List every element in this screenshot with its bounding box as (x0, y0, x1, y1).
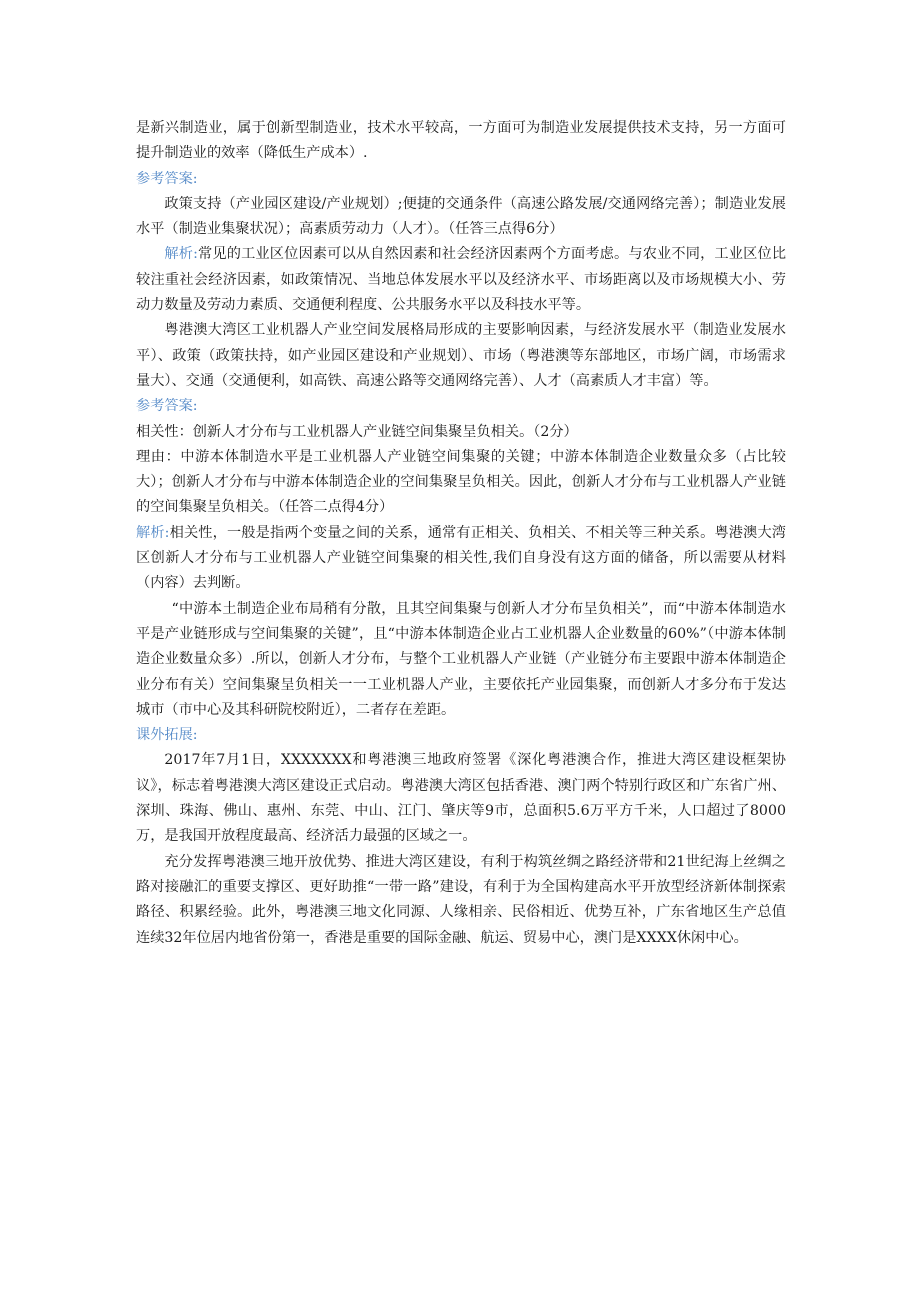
document-page (136, 116, 786, 951)
q2-analysis-text-2: “中游本土制造企业布局稍有分散，且其空间集聚与创新人才分布呈负相关”，而“中游本体制造水平是产业链形成与空间集聚的关键”，且“中游本体制造企业占工业机器人企业数量的60%”（中游本体制造企业数量众多）.所以，创新人才分布，与整个工业机器人产业链（产业链分布主要跟中游本体制造企业分布有关）空间集聚呈负相关一一工业机器人产业，主要依托产业园集聚，而创新人才多分布于发达城市（市中心及其科研院校附近），二者存在差距。 (136, 600, 786, 718)
q2-reason: 理由：中游本体制造水平是工业机器人产业链空间集聚的关键；中游本体制造企业数量众多（占比较大）；创新人才分布与中游本体制造企业的空间集聚呈负相关。因此，创新人才分布与工业机器人产业链的空间集聚呈负相关。（任答二点得4分） (136, 448, 786, 516)
q2-analysis-paragraph (136, 521, 786, 597)
extension-label: 课外拓展: (136, 727, 198, 744)
q2-analysis-text: 相关性，一般是指两个变量之间的关系，通常有正相关、负相关、不相关等三种关系。粤港澳大湾区创新人才分布与工业机器人产业链空间集聚的相关性,我们自身没有这方面的储备，所以需要从材料（内容）去判断。 (136, 524, 786, 592)
q1-answer-text: 政策支持（产业园区建设/产业规划）;便捷的交通条件（高速公路发展/交通网络完善）；制造业发展水平（制造业集聚状况）；高素质劳动力（人才）。（任答三点得6分） (136, 195, 786, 238)
q2-answer-label: 参考答案: (136, 398, 198, 415)
extension-paragraph-2: 充分发挥粤港澳三地开放优势、推进大湾区建设，有利于构筑丝绸之路经济带和21世纪海上丝绸之路对接融汇的重要支撑区、更好助推“一带一路”建设，有利于为全国构建高水平开放型经济新体制探索路径、积累经验。此外，粤港澳三地文化同源、人缘相亲、民俗相近、优势互补，广东省地区生产总值连续32年位居内地省份第一，香港是重要的国际金融、航运、贸易中心，澳门是XXXX休闲中心。 (136, 853, 786, 946)
intro-paragraph: 是新兴制造业，属于创新型制造业，技术水平较高，一方面可为制造业发展提供技术支持，另一方面可提升制造业的效率（降低生产成本）. (136, 120, 786, 162)
extension-paragraph-1: 2017年7月1日，XXXXXXX和粤港澳三地政府签署《深化粤港澳合作，推进大湾区建设框架协议》，标志着粤港澳大湾区建设正式启动。粤港澳大湾区包括香港、澳门两个特别行政区和广东省广州、深圳、珠海、佛山、惠州、东莞、中山、江门、肇庆等9市，总面积5.6万平方千米，人口超过了8000万，是我国开放程度最高、经济活力最强的区域之一。 (136, 752, 786, 845)
q1-analysis-label: 解析: (164, 246, 198, 263)
q1-analysis-text: 常见的工业区位因素可以从自然因素和社会经济因素两个方面考虑。与农业不同，工业区位比较注重社会经济因素，如政策情况、当地总体发展水平以及经济水平、市场距离以及市场规模大小、劳动力数量及劳动力素质、交通便利程度、公共服务水平以及科技水平等。 (136, 246, 787, 314)
q1-answer-label: 参考答案: (136, 170, 198, 187)
q1-analysis-paragraph (136, 242, 786, 318)
q2-analysis-label: 解析: (136, 524, 170, 541)
q2-correlation: 相关性：创新人才分布与工业机器人产业链空间集聚呈负相关。（2分） (136, 423, 578, 440)
q1-analysis-text-2: 粤港澳大湾区工业机器人产业空间发展格局形成的主要影响因素，与经济发展水平（制造业发展水平）、政策（政策扶持，如产业园区建设和产业规划）、市场（粤港澳等东部地区，市场广阔，市场需求量大）、交通（交通便利，如高铁、高速公路等交通网络完善）、人才（高素质人才丰富）等。 (136, 322, 786, 389)
